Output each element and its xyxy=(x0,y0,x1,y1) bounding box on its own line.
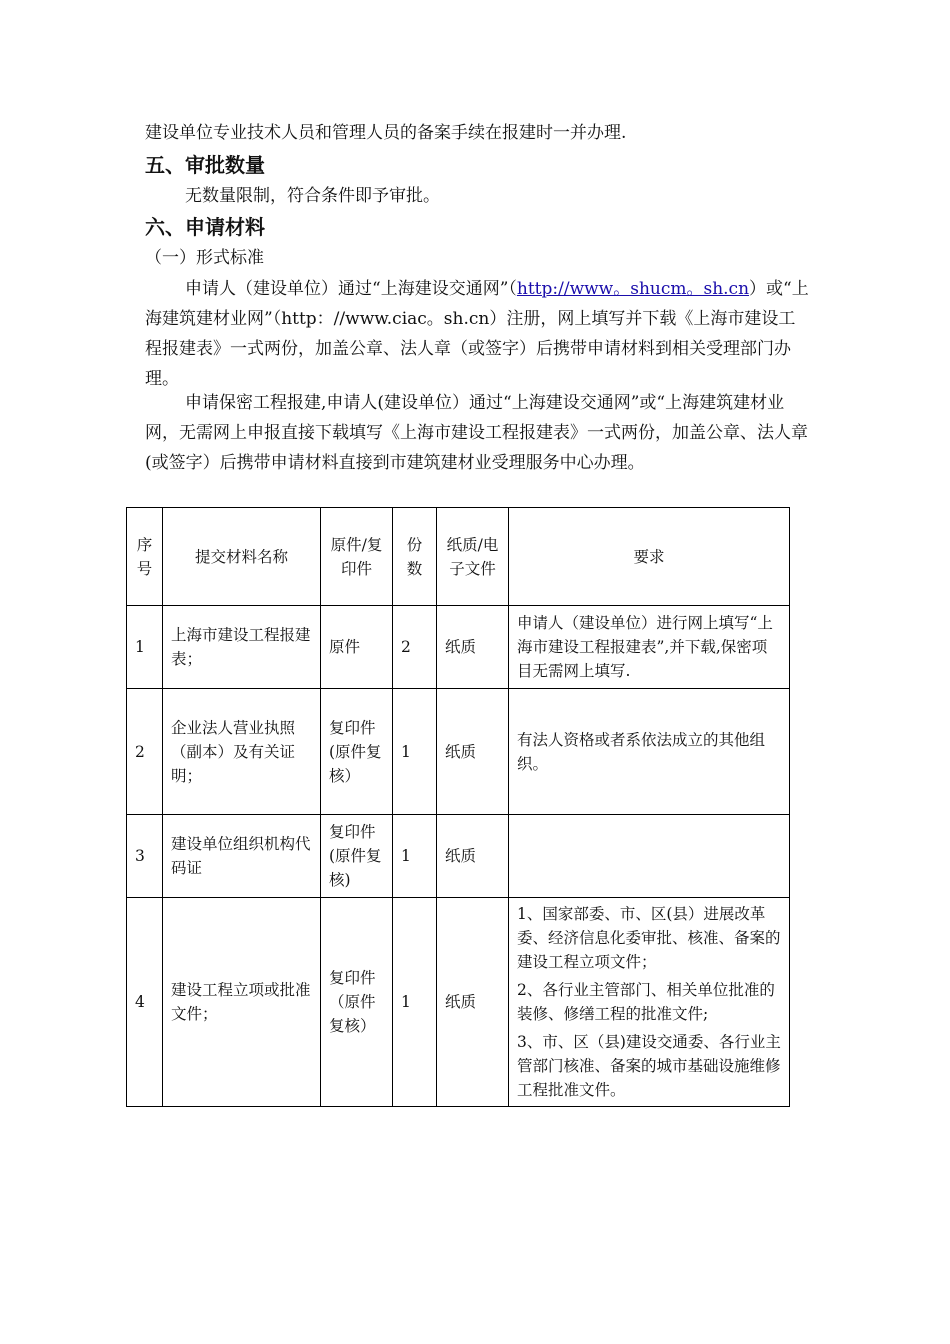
cell-num: 2 xyxy=(127,689,163,815)
cell-paper-electronic: 纸质 xyxy=(437,898,509,1107)
section-5-title: 五、审批数量 xyxy=(145,153,265,177)
cell-material-name: 上海市建设工程报建表； xyxy=(163,606,321,689)
header-paper-electronic: 纸质/电子文件 xyxy=(437,508,509,606)
header-original-copy: 原件/复印件 xyxy=(321,508,393,606)
cell-requirements xyxy=(509,689,790,815)
requirement-item: 2、各行业主管部门、相关单位批准的装修、修缮工程的批准文件; xyxy=(517,981,775,1023)
cell-original-copy: 原件 xyxy=(321,606,393,689)
cell-copies: 1 xyxy=(393,689,437,815)
paragraph-confidential-projects: 申请保密工程报建,申请人(建设单位）通过“上海建设交通网”或“上海建筑建材业网，无需网上申报直接下载填写《上海市建设工程报建表》一式两份，加盖公章、法人章(或签字）后携带申请材料直接到市建筑建材业受理服务中心办理。 xyxy=(145,393,808,473)
paragraph-online-registration xyxy=(145,274,810,394)
table-row xyxy=(127,606,790,689)
subsection-1-title: （一）形式标准 xyxy=(145,248,264,268)
cell-original-copy: 复印件(原件复核） xyxy=(321,689,393,815)
table-row xyxy=(127,815,790,898)
cell-num: 3 xyxy=(127,815,163,898)
cell-original-copy: 复印件(原件复核) xyxy=(321,815,393,898)
header-num: 序号 xyxy=(127,508,163,606)
shucm-link[interactable]: http://www。shucm。sh.cn xyxy=(516,279,750,299)
section-6-title: 六、申请材料 xyxy=(145,215,265,239)
paragraph-1-end: ）或“上海建筑建材业网”（http：//www.ciac。sh.cn）注册，网上填写并下载《上海市建设工程报建表》一式两份，加盖公章、法人章（或签字）后携带申请材料到相关受理部门办理。 xyxy=(145,279,809,389)
requirement-item: 1、国家部委、市、区(县）进展改革委、经济信息化委审批、核准、备案的建设工程立项文件； xyxy=(517,905,781,971)
cell-original-copy: 复印件（原件复核） xyxy=(321,898,393,1107)
paragraph-1-start: 申请人（建设单位）通过“上海建设交通网”（ xyxy=(185,279,517,299)
cell-copies: 1 xyxy=(393,898,437,1107)
cell-requirements xyxy=(509,898,790,1107)
requirement-item: 有法人资格或者系依法成立的其他组织。 xyxy=(517,730,766,773)
requirement-item: 申请人（建设单位）进行网上填写“上海市建设工程报建表”,并下载,保密项目无需网上填写. xyxy=(517,614,773,680)
table-header-row xyxy=(127,508,790,606)
cell-requirements xyxy=(509,815,790,898)
requirement-item: 3、市、区（县)建设交通委、各行业主管部门核准、备案的城市基础设施维修工程批准文件。 xyxy=(517,1033,781,1099)
cell-material-name: 企业法人营业执照（副本）及有关证明； xyxy=(163,689,321,815)
header-copies: 份数 xyxy=(393,508,437,606)
materials-table xyxy=(126,507,790,1107)
intro-line: 建设单位专业技术人员和管理人员的备案手续在报建时一并办理. xyxy=(145,123,627,143)
cell-requirements xyxy=(509,606,790,689)
cell-num: 4 xyxy=(127,898,163,1107)
cell-paper-electronic: 纸质 xyxy=(437,689,509,815)
table-row xyxy=(127,898,790,1107)
header-material-name: 提交材料名称 xyxy=(163,508,321,606)
cell-paper-electronic: 纸质 xyxy=(437,606,509,689)
cell-copies: 2 xyxy=(393,606,437,689)
table-row xyxy=(127,689,790,815)
cell-num: 1 xyxy=(127,606,163,689)
section-5-body: 无数量限制，符合条件即予审批。 xyxy=(185,186,440,206)
cell-material-name: 建设工程立项或批准文件； xyxy=(163,898,321,1107)
header-requirements: 要求 xyxy=(509,508,790,606)
cell-material-name: 建设单位组织机构代码证 xyxy=(163,815,321,898)
cell-copies: 1 xyxy=(393,815,437,898)
cell-paper-electronic: 纸质 xyxy=(437,815,509,898)
